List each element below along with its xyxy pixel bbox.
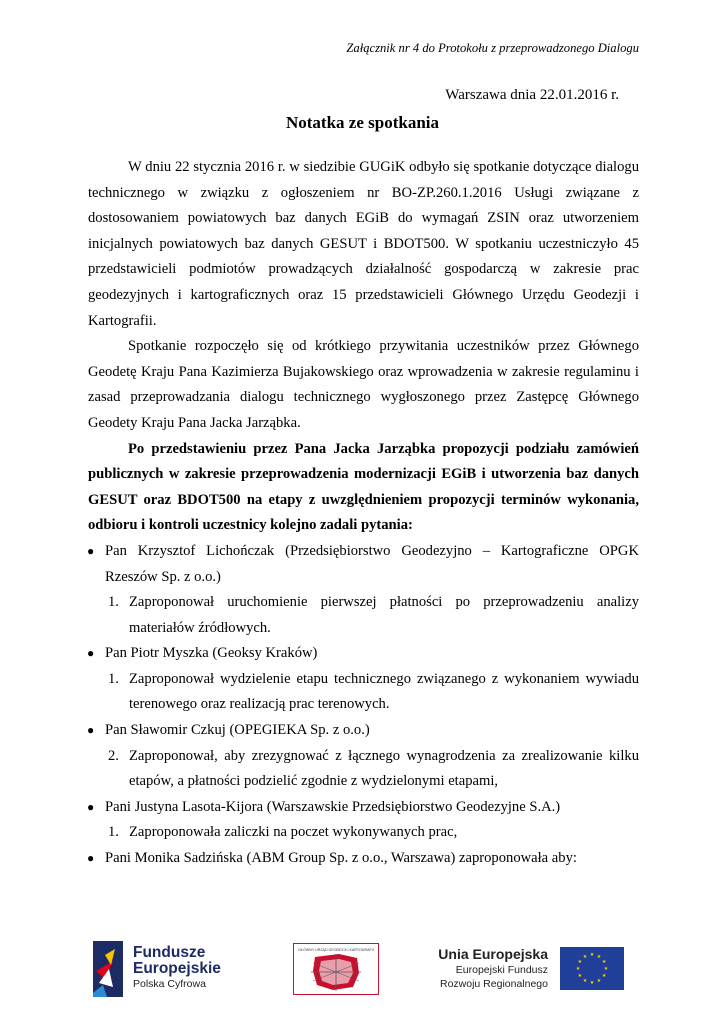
bullet-icon: ● bbox=[87, 723, 95, 738]
proposal-number: 1. bbox=[108, 824, 119, 841]
svg-text:★: ★ bbox=[582, 953, 588, 960]
svg-text:★: ★ bbox=[577, 959, 583, 965]
participant-item bbox=[88, 795, 639, 821]
svg-text:★: ★ bbox=[603, 966, 609, 972]
fe-line-3: Polska Cyfrowa bbox=[133, 978, 206, 990]
participant-item bbox=[88, 539, 639, 590]
ue-line-1: Unia Europejska bbox=[438, 946, 548, 962]
svg-text:★: ★ bbox=[575, 966, 581, 972]
bullet-icon: ● bbox=[87, 543, 95, 558]
participant-name: Pan Krzysztof Lichończak (Przedsiębiorstwo Geodezyjno – Kartograficzne OPGK Rzeszów Sp. z o.o.) bbox=[105, 542, 639, 585]
proposal-item bbox=[88, 590, 639, 641]
proposal-number: 2. bbox=[108, 747, 119, 764]
proposal-text: Zaproponował, aby zrezygnować z łącznego wynagrodzenia za zrealizowanie kilku etapów, a płatności podzielić zgodnie z wydzielonymi etapami, bbox=[129, 747, 639, 790]
participant-name: Pan Piotr Myszka (Geoksy Kraków) bbox=[105, 645, 318, 662]
participant-name: Pan Sławomir Czkuj (OPEGIEKA Sp. z o.o.) bbox=[105, 722, 370, 739]
place-and-date: Warszawa dnia 22.01.2016 r. bbox=[445, 87, 619, 103]
annex-reference: Załącznik nr 4 do Protokołu z przeprowadzonego Dialogu bbox=[346, 41, 639, 55]
svg-text:★: ★ bbox=[596, 978, 602, 985]
footer-logos bbox=[0, 935, 725, 1005]
paragraph-opening: Spotkanie rozpoczęło się od krótkiego przywitania uczestników przez Głównego Geodetę Kraju Pana Kazimierza Bujakowskiego oraz wprowadzenia w zakresie regulaminu i zasad przeprowadzania dialogu technicznego wygłoszonego przez Zastępcę Głównego Geodety Kraju Pana Jacka Jarząbka. bbox=[88, 338, 639, 431]
svg-text:★: ★ bbox=[589, 980, 595, 986]
gugik-caption: GŁÓWNY URZĄD GEODEZJI I KARTOGRAFII bbox=[298, 948, 374, 952]
participant-name: Pani Justyna Lasota-Kijora (Warszawskie Przedsiębiorstwo Geodezyjne S.A.) bbox=[105, 798, 561, 815]
participant-item bbox=[88, 641, 639, 667]
fe-line-2: Europejskie bbox=[133, 960, 221, 977]
fe-line-1: Fundusze bbox=[133, 944, 206, 961]
svg-text:★: ★ bbox=[582, 978, 588, 985]
fundusze-europejskie-text bbox=[133, 945, 221, 992]
proposal-item bbox=[88, 744, 639, 795]
svg-text:★: ★ bbox=[577, 973, 583, 979]
unia-europejska-text bbox=[398, 945, 548, 991]
participant-name: Pani Monika Sadzińska (ABM Group Sp. z o.o., Warszawa) zaproponowała aby: bbox=[105, 850, 577, 867]
eu-flag-icon bbox=[560, 947, 624, 990]
document-body bbox=[88, 155, 639, 872]
proposal-text: Zaproponowała zaliczki na poczet wykonywanych prac, bbox=[129, 824, 458, 841]
participant-item bbox=[88, 846, 639, 872]
proposal-text: Zaproponował wydzielenie etapu technicznego związanego z wykonaniem wywiadu terenowego oraz realizacją prac terenowych. bbox=[129, 670, 639, 713]
fundusze-europejskie-star-icon bbox=[93, 941, 123, 997]
proposal-text: Zaproponował uruchomienie pierwszej płatności po przeprowadzeniu analizy materiałów źródłowych. bbox=[129, 594, 639, 636]
proposal-item bbox=[88, 667, 639, 718]
document-title: Notatka ze spotkania bbox=[285, 113, 439, 132]
proposal-number: 1. bbox=[108, 670, 119, 687]
paragraph-questions-intro: Po przedstawieniu przez Pana Jacka Jarząbka propozycji podziału zamówień publicznych w zakresie przeprowadzenia modernizacji EGiB i utworzenia baz danych GESUT oraz BDOT500 na etapy z uwzględnieniem propozycji terminów wykonania, odbioru i kontroli uczestnicy kolejno zadali pytania: bbox=[88, 440, 639, 534]
proposal-number: 1. bbox=[108, 594, 119, 611]
svg-text:★: ★ bbox=[601, 959, 607, 965]
svg-text:★: ★ bbox=[596, 953, 602, 960]
ue-line-2: Europejski Fundusz bbox=[455, 964, 548, 976]
svg-text:★: ★ bbox=[601, 973, 607, 979]
gugik-logo bbox=[293, 943, 379, 995]
ue-line-3: Rozwoju Regionalnego bbox=[440, 978, 548, 990]
paragraph-meeting-info: W dniu 22 stycznia 2016 r. w siedzibie GUGiK odbyło się spotkanie dotyczące dialogu technicznego w związku z ogłoszeniem nr BO-ZP.260.1.2016 Usługi związane z dostosowaniem powiatowych baz danych EGiB do wymagań ZSIN oraz utworzeniem inicjalnych powiatowych baz danych GESUT i BDOT500. W spotkaniu uczestniczyło 45 przedstawicieli podmiotów prowadzących działalność gospodarczą w zakresie prac geodezyjnych i kartograficznych oraz 15 przedstawicieli Głównego Urzędu Geodezji i Kartografii. bbox=[88, 159, 639, 329]
bullet-icon: ● bbox=[87, 799, 95, 814]
proposal-item bbox=[88, 820, 639, 846]
participant-item bbox=[88, 718, 639, 744]
fundusze-europejskie-logo bbox=[93, 941, 253, 997]
bullet-icon: ● bbox=[87, 851, 95, 866]
svg-text:★: ★ bbox=[589, 952, 595, 958]
bullet-icon: ● bbox=[87, 646, 95, 661]
